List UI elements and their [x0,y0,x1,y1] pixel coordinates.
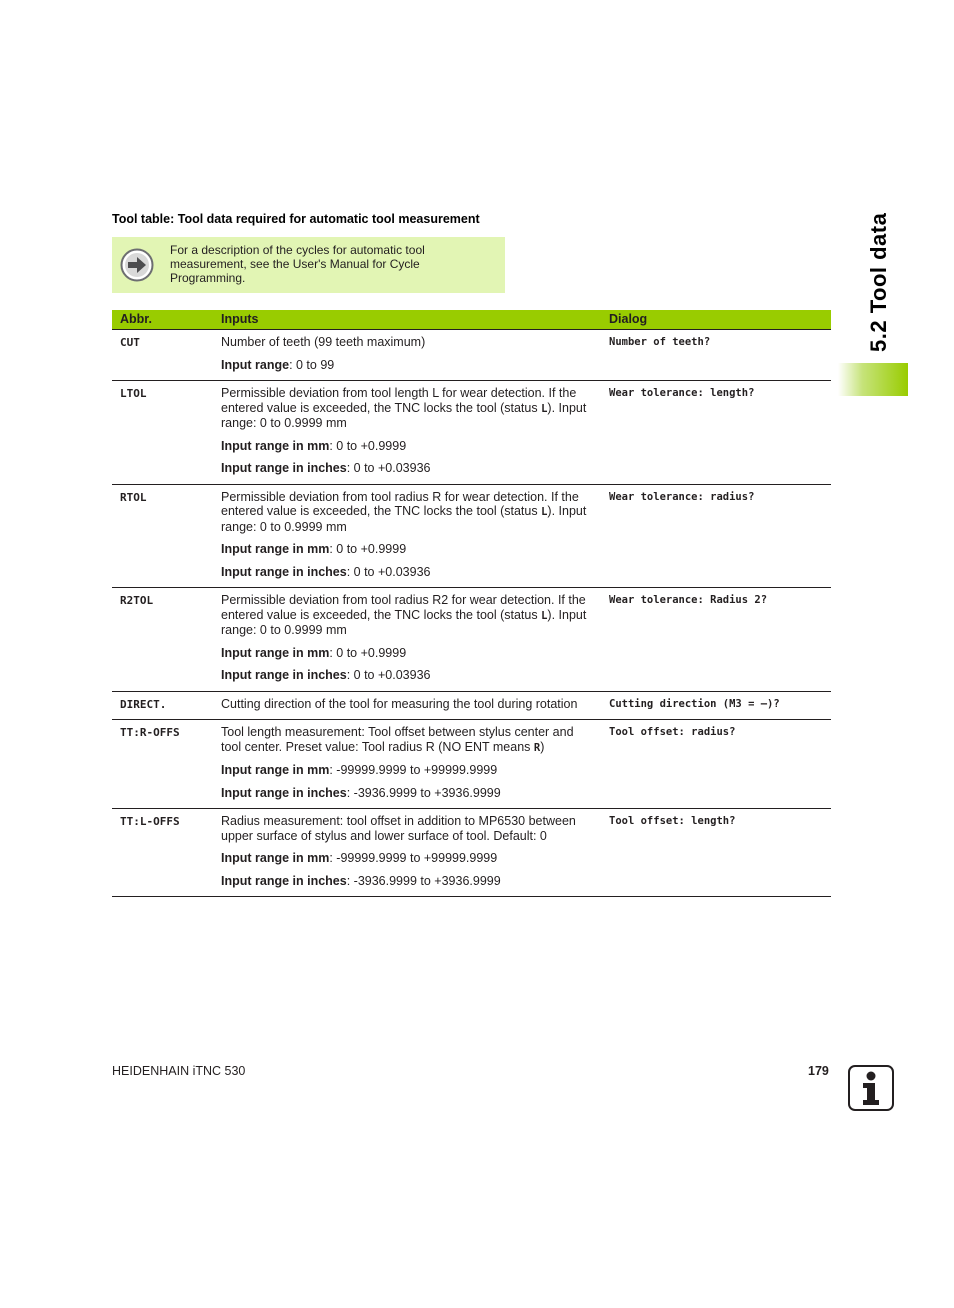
row-dialog: Cutting direction (M3 = –)? [609,697,780,710]
row-description [221,593,596,638]
table-row [112,485,831,589]
chapter-heading: 5.2 Tool data [866,212,891,352]
range-value: : 0 to +0.03936 [346,564,431,579]
table-row [112,588,831,692]
row-inputs [221,386,596,476]
range-label: Input range in inches [221,785,347,800]
table-header [112,310,831,330]
description-text: ). Input range: 0 to 0.9999 mm [221,607,587,637]
range-label: Input range in inches [221,668,347,682]
row-range [221,786,596,801]
table-row [112,330,831,381]
range-label: Input range [221,357,290,372]
range-value: : -3936.9999 to +3936.9999 [346,873,501,888]
row-dialog: Number of teeth? [609,336,711,348]
row-dialog: Wear tolerance: length? [609,387,755,399]
range-value: : -99999.9999 to +99999.9999 [329,763,498,777]
status-code: L [541,609,548,622]
info-icon [848,1065,894,1111]
row-dialog: Tool offset: length? [609,815,736,827]
description-text: Permissible deviation from tool length L for wear detection. If the entered value is exceeded, the TNC locks the tool (status [221,386,577,415]
range-value: : 0 to +0.03936 [346,668,431,682]
row-range [221,461,596,476]
footer-product: HEIDENHAIN iTNC 530 [112,1064,246,1078]
row-inputs [221,490,596,580]
description-text: Permissible deviation from tool radius R2 for wear detection. If the entered value is exceeded, the TNC locks the tool (status [221,593,586,622]
row-inputs [221,335,596,372]
row-range [221,358,596,373]
row-dialog: Wear tolerance: radius? [609,490,755,503]
row-inputs [221,697,596,712]
row-range [221,851,596,866]
description-text: ). Input range: 0 to 0.9999 mm [221,504,587,534]
header-inputs: Inputs [221,312,259,326]
note-text: For a description of the cycles for automatic tool measurement, see the User's Manual for Cycle Programming. [170,243,425,285]
row-abbr: TT:L-OFFS [120,815,180,828]
range-label: Input range in mm [221,851,330,865]
table-row [112,692,831,721]
header-dialog: Dialog [609,312,648,326]
page-number: 179 [808,1064,829,1078]
status-code: R [533,741,541,754]
range-value: : 0 to +0.03936 [346,461,431,475]
range-value: : 0 to +0.9999 [329,645,407,660]
row-dialog: Wear tolerance: Radius 2? [609,594,768,606]
row-inputs [221,593,596,683]
description-text: Permissible deviation from tool radius R for wear detection. If the entered value is exceeded, the TNC locks the tool (status [221,489,579,518]
row-abbr: DIRECT. [120,697,167,711]
row-abbr: TT:R-OFFS [120,726,180,739]
note-box [112,237,505,293]
description-text: ) [540,739,545,754]
description-text: ). Input range: 0 to 0.9999 mm [221,400,587,430]
row-inputs [221,814,596,888]
row-description: Cutting direction of the tool for measuring the tool during rotation [221,696,578,711]
section-title: Tool table: Tool data required for automatic tool measurement [112,212,480,226]
tool-data-table [112,310,831,897]
row-range [221,668,596,683]
row-abbr: CUT [120,336,140,349]
range-label: Input range in mm [221,438,330,453]
row-description: Number of teeth (99 teeth maximum) [221,335,426,349]
header-abbr: Abbr. [120,312,152,326]
range-label: Input range in mm [221,763,330,777]
row-range [221,646,596,661]
row-range [221,439,596,454]
range-value: : -99999.9999 to +99999.9999 [329,851,498,865]
arrow-right-icon [120,248,154,282]
row-range [221,542,596,557]
chapter-tab [838,363,908,396]
table-row [112,809,831,897]
row-abbr: LTOL [120,387,147,400]
row-description [221,386,596,431]
row-range [221,874,596,889]
row-range [221,565,596,580]
range-label: Input range in mm [221,542,330,556]
range-value: : -3936.9999 to +3936.9999 [346,785,501,800]
range-label: Input range in inches [221,564,347,579]
range-value: : 0 to 99 [289,357,335,372]
table-row [112,381,831,485]
range-label: Input range in mm [221,645,330,660]
row-range [221,763,596,778]
status-code: L [541,506,548,518]
range-value: : 0 to +0.9999 [329,542,407,556]
range-label: Input range in inches [221,461,347,475]
range-value: : 0 to +0.9999 [329,438,407,453]
row-description [221,725,596,755]
row-abbr: R2TOL [120,594,154,607]
row-description: Radius measurement: tool offset in addition to MP6530 between upper surface of stylus and lower surface of tool. Default: 0 [221,814,576,843]
description-text: Tool length measurement: Tool offset between stylus center and tool center. Preset value: Tool radius R (NO ENT means [221,725,574,754]
range-label: Input range in inches [221,873,347,888]
table-row [112,720,831,809]
row-dialog: Tool offset: radius? [609,726,736,738]
row-description [221,490,596,535]
row-abbr: RTOL [120,490,147,504]
row-inputs [221,725,596,800]
status-code: L [541,402,548,415]
